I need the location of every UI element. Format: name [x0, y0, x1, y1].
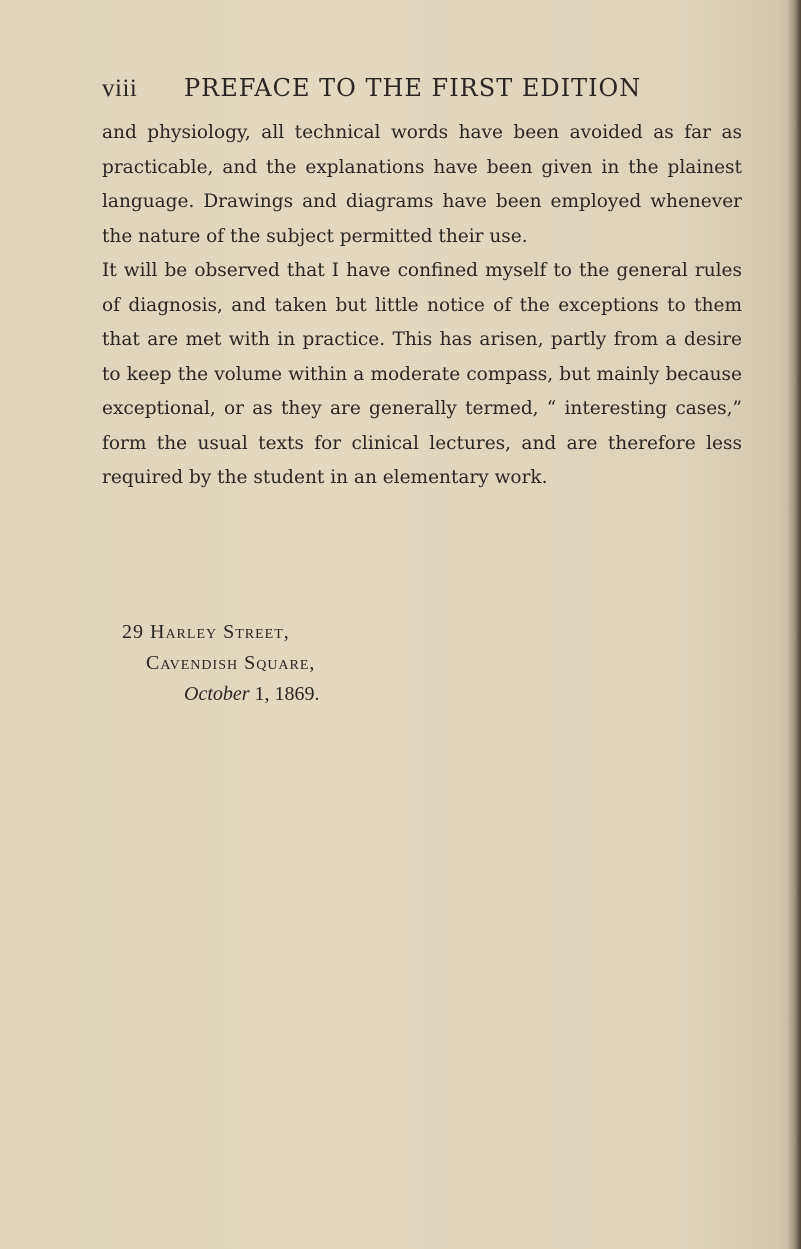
date-month: October — [184, 683, 250, 705]
page-number: viii — [102, 75, 138, 102]
date-line — [122, 679, 622, 710]
body-text — [102, 116, 742, 496]
running-head — [102, 74, 662, 110]
address-line: Cavendish Square, — [146, 652, 316, 674]
signature-block — [122, 617, 622, 710]
paragraph: It will be observed that I have confined myself to the general rules of diagnosis, and taken but little notice of the exceptions to them that are met with in practice. This has arisen, partly from a desire to keep the volume within a moderate compass, but mainly because exceptional, or as they are generally termed, “ interesting cases,” form the usual texts for clinical lectures, and are therefore less required by the student in an elementary work. — [102, 260, 742, 488]
date-day-year: 1, 1869. — [249, 683, 320, 705]
paragraph: and physiology, all technical words have been avoided as far as practicable, and the explanations have been given in the plainest language. Drawings and diagrams have been employed whenever the nature of the subject permitted their use. — [102, 122, 742, 247]
page-edge-shadow — [787, 0, 801, 1249]
address-line: 29 Harley Street, — [122, 621, 290, 643]
running-head-title: PREFACE TO THE FIRST EDITION — [184, 74, 642, 102]
